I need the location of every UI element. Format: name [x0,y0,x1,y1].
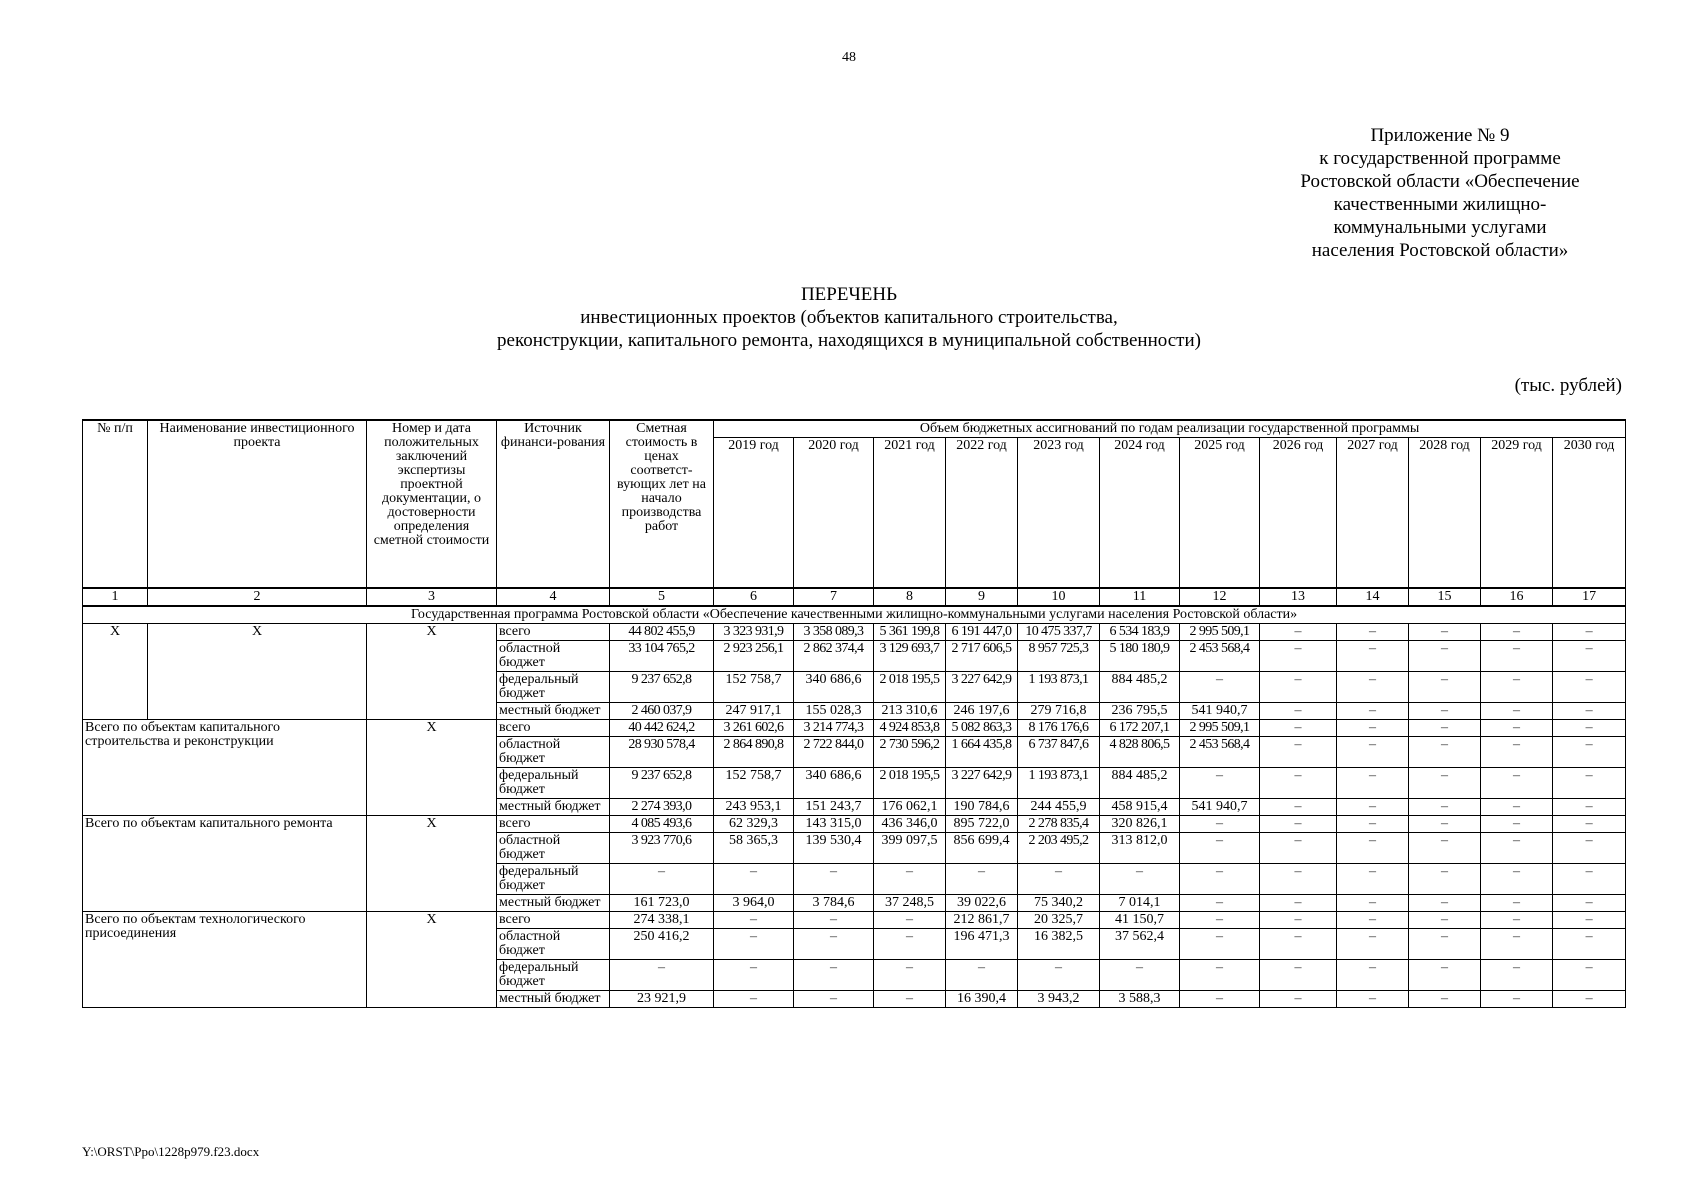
appendix-line: населения Ростовской области» [1311,240,1569,261]
allocation-cell: – [1337,640,1409,671]
allocation-cell: – [1553,702,1626,719]
group-name-cell: Всего по объектам капитального строительства и реконструкции [83,719,367,815]
allocation-cell: 2 453 568,4 [1180,736,1260,767]
header-year: 2020 год [794,438,874,588]
allocation-cell: – [1337,990,1409,1007]
allocation-cell: – [1018,959,1100,990]
header-cost: Сметная стоимость в ценах соответст-вующих лет на начало производства работ [610,420,714,588]
title-line: ПЕРЕЧЕНЬ [800,284,898,305]
appendix-line: Ростовской области «Обеспечение [1300,171,1580,192]
appendix-line: Приложение № 9 [1370,125,1510,146]
allocation-cell: – [1260,640,1337,671]
header-year: 2030 год [1553,438,1626,588]
allocation-cell: – [1337,911,1409,928]
allocation-cell: – [714,990,794,1007]
column-number: 10 [1018,588,1100,606]
row-number-cell: Х [83,623,148,719]
allocation-cell: – [714,959,794,990]
allocation-cell: 3 323 931,9 [714,623,794,640]
column-number: 17 [1553,588,1626,606]
header-name: Наименование инвестиционного проекта [148,420,367,588]
allocation-cell: 320 826,1 [1100,815,1180,832]
page-number: 48 [842,50,856,65]
allocation-cell: – [1337,702,1409,719]
allocation-cell: – [874,928,946,959]
allocation-cell: 16 382,5 [1018,928,1100,959]
allocation-cell: 541 940,7 [1180,798,1260,815]
allocation-cell: 244 455,9 [1018,798,1100,815]
column-number: 14 [1337,588,1409,606]
allocation-cell: – [1100,863,1180,894]
allocation-cell: – [874,863,946,894]
allocation-cell: – [714,863,794,894]
allocation-cell: – [1180,959,1260,990]
allocation-cell: 3 358 089,3 [794,623,874,640]
allocation-cell: 6 191 447,0 [946,623,1018,640]
allocation-cell: 2 722 844,0 [794,736,874,767]
allocation-cell: 541 940,7 [1180,702,1260,719]
appendix-line: к государственной программе [1319,148,1561,169]
estimated-cost-cell: 2 460 037,9 [610,702,714,719]
allocation-cell: – [794,959,874,990]
allocation-cell: 152 758,7 [714,767,794,798]
allocation-cell: – [1337,736,1409,767]
allocation-cell: – [1553,798,1626,815]
allocation-cell: 196 471,3 [946,928,1018,959]
allocation-cell: – [1260,959,1337,990]
allocation-cell: 313 812,0 [1100,832,1180,863]
funding-source-cell: всего [497,815,610,832]
allocation-cell: – [1409,767,1481,798]
allocation-cell: 2 862 374,4 [794,640,874,671]
allocation-cell: – [1337,798,1409,815]
allocation-cell: 884 485,2 [1100,767,1180,798]
allocation-cell: 5 180 180,9 [1100,640,1180,671]
allocation-cell: – [1481,671,1553,702]
allocation-cell: 856 699,4 [946,832,1018,863]
funding-source-cell: федеральный бюджет [497,767,610,798]
allocation-cell: – [1337,671,1409,702]
project-name-cell: Х [148,623,367,719]
allocation-cell: – [1337,863,1409,894]
allocation-cell: – [1337,894,1409,911]
allocation-cell: 236 795,5 [1100,702,1180,719]
allocation-cell: – [1409,640,1481,671]
allocation-cell: 10 475 337,7 [1018,623,1100,640]
funding-source-cell: всего [497,623,610,640]
estimated-cost-cell: 23 921,9 [610,990,714,1007]
header-year: 2024 год [1100,438,1180,588]
allocation-cell: – [1260,623,1337,640]
allocation-cell: – [1260,894,1337,911]
column-number: 6 [714,588,794,606]
allocation-cell: – [1481,832,1553,863]
funding-source-cell: всего [497,719,610,736]
allocation-cell: 247 917,1 [714,702,794,719]
allocation-cell: – [1481,640,1553,671]
allocation-cell: – [1553,767,1626,798]
table-row [83,719,1626,736]
allocation-cell: 340 686,6 [794,767,874,798]
allocation-cell: 246 197,6 [946,702,1018,719]
allocation-cell: 436 346,0 [874,815,946,832]
allocation-cell: – [1553,719,1626,736]
program-title-row: Государственная программа Ростовской области «Обеспечение качественными жилищно-коммунальными услугами населения Ростовской области» [83,606,1626,624]
allocation-cell: – [1409,832,1481,863]
column-number: 8 [874,588,946,606]
group-name-cell: Всего по объектам капитального ремонта [83,815,367,911]
allocation-cell: – [1409,736,1481,767]
estimated-cost-cell: 33 104 765,2 [610,640,714,671]
allocation-cell: 62 329,3 [714,815,794,832]
allocation-cell: 279 716,8 [1018,702,1100,719]
allocation-cell: – [1337,623,1409,640]
header-volume: Объем бюджетных ассигнований по годам реализации государственной программы [714,420,1626,438]
allocation-cell: 3 784,6 [794,894,874,911]
allocation-cell: 3 129 693,7 [874,640,946,671]
header-year: 2023 год [1018,438,1100,588]
funding-source-cell: федеральный бюджет [497,671,610,702]
allocation-cell: 176 062,1 [874,798,946,815]
allocation-cell: 2 453 568,4 [1180,640,1260,671]
allocation-cell: 37 562,4 [1100,928,1180,959]
allocation-cell: – [1260,815,1337,832]
allocation-cell: – [714,928,794,959]
appendix-line: качественными жилищно- [1333,194,1547,215]
allocation-cell: – [1481,928,1553,959]
file-path-footer: Y:\ORST\Ppo\1228p979.f23.docx [82,1144,260,1159]
allocation-cell: – [1409,671,1481,702]
allocation-cell: 884 485,2 [1100,671,1180,702]
header-source: Источник финанси-рования [497,420,610,588]
allocation-cell: – [1481,702,1553,719]
allocation-cell: – [874,911,946,928]
allocation-cell: 75 340,2 [1018,894,1100,911]
allocation-cell: – [794,863,874,894]
column-number: 16 [1481,588,1553,606]
header-year: 2029 год [1481,438,1553,588]
estimated-cost-cell: 161 723,0 [610,894,714,911]
expertise-cell: Х [367,623,497,719]
allocation-cell: 3 943,2 [1018,990,1100,1007]
allocation-cell: 6 172 207,1 [1100,719,1180,736]
allocation-cell: 151 243,7 [794,798,874,815]
allocation-cell: – [1337,832,1409,863]
allocation-cell: – [1409,623,1481,640]
allocation-cell: 7 014,1 [1100,894,1180,911]
estimated-cost-cell: 250 416,2 [610,928,714,959]
allocation-cell: 6 737 847,6 [1018,736,1100,767]
allocation-cell: – [1180,832,1260,863]
allocation-cell: 1 664 435,8 [946,736,1018,767]
allocation-cell: – [1481,990,1553,1007]
allocation-cell: – [1553,911,1626,928]
column-number: 1 [83,588,148,606]
allocation-cell: 399 097,5 [874,832,946,863]
allocation-cell: 6 534 183,9 [1100,623,1180,640]
estimated-cost-cell: – [610,863,714,894]
allocation-cell: 16 390,4 [946,990,1018,1007]
funding-source-cell: местный бюджет [497,798,610,815]
allocation-cell: – [1337,767,1409,798]
allocation-cell: – [1180,990,1260,1007]
allocation-cell: 212 861,7 [946,911,1018,928]
allocation-cell: 2 018 195,5 [874,671,946,702]
allocation-cell: 39 022,6 [946,894,1018,911]
units-label: (тыс. рублей) [1514,375,1622,396]
expertise-cell: Х [367,815,497,911]
column-number: 7 [794,588,874,606]
allocation-cell: – [1481,719,1553,736]
header-year: 2019 год [714,438,794,588]
allocation-cell: 2 923 256,1 [714,640,794,671]
funding-source-cell: областной бюджет [497,832,610,863]
allocation-cell: – [874,959,946,990]
appendix-line: коммунальными услугами [1333,217,1547,238]
allocation-cell: – [1100,959,1180,990]
allocation-cell: – [1337,959,1409,990]
allocation-cell: – [874,990,946,1007]
allocation-cell: – [1260,671,1337,702]
investment-table [82,419,1626,1008]
allocation-cell: 5 361 199,8 [874,623,946,640]
column-number: 15 [1409,588,1481,606]
allocation-cell: – [1481,911,1553,928]
allocation-cell: – [1553,832,1626,863]
funding-source-cell: областной бюджет [497,736,610,767]
allocation-cell: – [1553,928,1626,959]
allocation-cell: – [1260,928,1337,959]
allocation-cell: – [1260,736,1337,767]
group-name-cell: Всего по объектам технологического присоединения [83,911,367,1007]
allocation-cell: 3 214 774,3 [794,719,874,736]
allocation-cell: – [1481,623,1553,640]
allocation-cell: 2 203 495,2 [1018,832,1100,863]
allocation-cell: 3 588,3 [1100,990,1180,1007]
allocation-cell: – [1553,959,1626,990]
allocation-cell: – [1409,863,1481,894]
funding-source-cell: федеральный бюджет [497,863,610,894]
allocation-cell: – [1409,911,1481,928]
allocation-cell: 458 915,4 [1100,798,1180,815]
allocation-cell: – [1409,928,1481,959]
header-num: № п/п [83,420,148,588]
allocation-cell: 2 278 835,4 [1018,815,1100,832]
allocation-cell: – [794,928,874,959]
allocation-cell: – [1481,894,1553,911]
allocation-cell: – [1553,894,1626,911]
allocation-cell: – [1481,815,1553,832]
allocation-cell: 3 227 642,9 [946,671,1018,702]
expertise-cell: Х [367,911,497,1007]
column-number: 5 [610,588,714,606]
estimated-cost-cell: 9 237 652,8 [610,671,714,702]
allocation-cell: – [1260,990,1337,1007]
allocation-cell: – [1018,863,1100,894]
table-row [83,815,1626,832]
allocation-cell: – [1180,767,1260,798]
column-number: 3 [367,588,497,606]
allocation-cell: 243 953,1 [714,798,794,815]
funding-source-cell: областной бюджет [497,928,610,959]
table-row [83,911,1626,928]
allocation-cell: 4 924 853,8 [874,719,946,736]
header-year: 2026 год [1260,438,1337,588]
appendix-block [1290,124,1590,262]
allocation-cell: 2 730 596,2 [874,736,946,767]
estimated-cost-cell: 4 085 493,6 [610,815,714,832]
funding-source-cell: федеральный бюджет [497,959,610,990]
allocation-cell: – [1553,671,1626,702]
allocation-cell: 8 957 725,3 [1018,640,1100,671]
header-year: 2027 год [1337,438,1409,588]
allocation-cell: – [1260,863,1337,894]
allocation-cell: – [1337,928,1409,959]
header-expertise: Номер и дата положительных заключений экспертизы проектной документации, о достоверности определения сметной стоимости [367,420,497,588]
allocation-cell: – [1553,736,1626,767]
estimated-cost-cell: 274 338,1 [610,911,714,928]
allocation-cell: – [1481,767,1553,798]
allocation-cell: 1 193 873,1 [1018,767,1100,798]
allocation-cell: – [1260,767,1337,798]
funding-source-cell: местный бюджет [497,894,610,911]
allocation-cell: 2 018 195,5 [874,767,946,798]
allocation-cell: 5 082 863,3 [946,719,1018,736]
estimated-cost-cell: 2 274 393,0 [610,798,714,815]
funding-source-cell: местный бюджет [497,990,610,1007]
document-title [0,283,1698,352]
allocation-cell: 8 176 176,6 [1018,719,1100,736]
allocation-cell: 1 193 873,1 [1018,671,1100,702]
allocation-cell: – [1337,815,1409,832]
allocation-cell: 340 686,6 [794,671,874,702]
allocation-cell: – [794,911,874,928]
estimated-cost-cell: – [610,959,714,990]
allocation-cell: 139 530,4 [794,832,874,863]
title-line: реконструкции, капитального ремонта, находящихся в муниципальной собственности) [497,330,1201,351]
allocation-cell: – [1337,719,1409,736]
column-number: 4 [497,588,610,606]
allocation-cell: 58 365,3 [714,832,794,863]
allocation-cell: – [1260,832,1337,863]
allocation-cell: – [1260,719,1337,736]
allocation-cell: 152 758,7 [714,671,794,702]
estimated-cost-cell: 40 442 624,2 [610,719,714,736]
allocation-cell: 143 315,0 [794,815,874,832]
table-row [83,623,1626,640]
allocation-cell: – [1409,798,1481,815]
allocation-cell: – [1481,863,1553,894]
title-line: инвестиционных проектов (объектов капитального строительства, [580,307,1118,328]
column-number: 12 [1180,588,1260,606]
funding-source-cell: областной бюджет [497,640,610,671]
allocation-cell: – [1409,959,1481,990]
allocation-cell: 3 261 602,6 [714,719,794,736]
allocation-cell: 2 864 890,8 [714,736,794,767]
funding-source-cell: всего [497,911,610,928]
column-number: 9 [946,588,1018,606]
allocation-cell: 2 995 509,1 [1180,623,1260,640]
allocation-cell: – [946,863,1018,894]
header-year: 2021 год [874,438,946,588]
allocation-cell: 190 784,6 [946,798,1018,815]
estimated-cost-cell: 44 802 455,9 [610,623,714,640]
allocation-cell: – [714,911,794,928]
header-year: 2025 год [1180,438,1260,588]
allocation-cell: 2 717 606,5 [946,640,1018,671]
funding-source-cell: местный бюджет [497,702,610,719]
header-year: 2022 год [946,438,1018,588]
allocation-cell: – [1409,719,1481,736]
allocation-cell: – [1409,815,1481,832]
allocation-cell: 41 150,7 [1100,911,1180,928]
estimated-cost-cell: 28 930 578,4 [610,736,714,767]
allocation-cell: – [1260,798,1337,815]
allocation-cell: – [1481,736,1553,767]
header-year: 2028 год [1409,438,1481,588]
allocation-cell: – [1553,815,1626,832]
allocation-cell: – [1553,990,1626,1007]
allocation-cell: – [1180,863,1260,894]
estimated-cost-cell: 9 237 652,8 [610,767,714,798]
allocation-cell: 4 828 806,5 [1100,736,1180,767]
allocation-cell: – [1409,990,1481,1007]
allocation-cell: – [1180,911,1260,928]
allocation-cell: – [1481,959,1553,990]
allocation-cell: 155 028,3 [794,702,874,719]
allocation-cell: – [1260,911,1337,928]
allocation-cell: – [946,959,1018,990]
allocation-cell: 2 995 509,1 [1180,719,1260,736]
column-number: 13 [1260,588,1337,606]
column-number: 11 [1100,588,1180,606]
allocation-cell: – [1553,623,1626,640]
allocation-cell: 3 964,0 [714,894,794,911]
allocation-cell: – [794,990,874,1007]
expertise-cell: Х [367,719,497,815]
allocation-cell: – [1409,894,1481,911]
allocation-cell: 895 722,0 [946,815,1018,832]
allocation-cell: – [1180,815,1260,832]
estimated-cost-cell: 3 923 770,6 [610,832,714,863]
allocation-cell: – [1260,702,1337,719]
allocation-cell: – [1553,863,1626,894]
allocation-cell: 20 325,7 [1018,911,1100,928]
allocation-cell: 213 310,6 [874,702,946,719]
allocation-cell: 3 227 642,9 [946,767,1018,798]
allocation-cell: – [1481,798,1553,815]
allocation-cell: – [1180,671,1260,702]
column-number: 2 [148,588,367,606]
allocation-cell: – [1180,928,1260,959]
allocation-cell: – [1553,640,1626,671]
allocation-cell: 37 248,5 [874,894,946,911]
allocation-cell: – [1409,702,1481,719]
allocation-cell: – [1180,894,1260,911]
